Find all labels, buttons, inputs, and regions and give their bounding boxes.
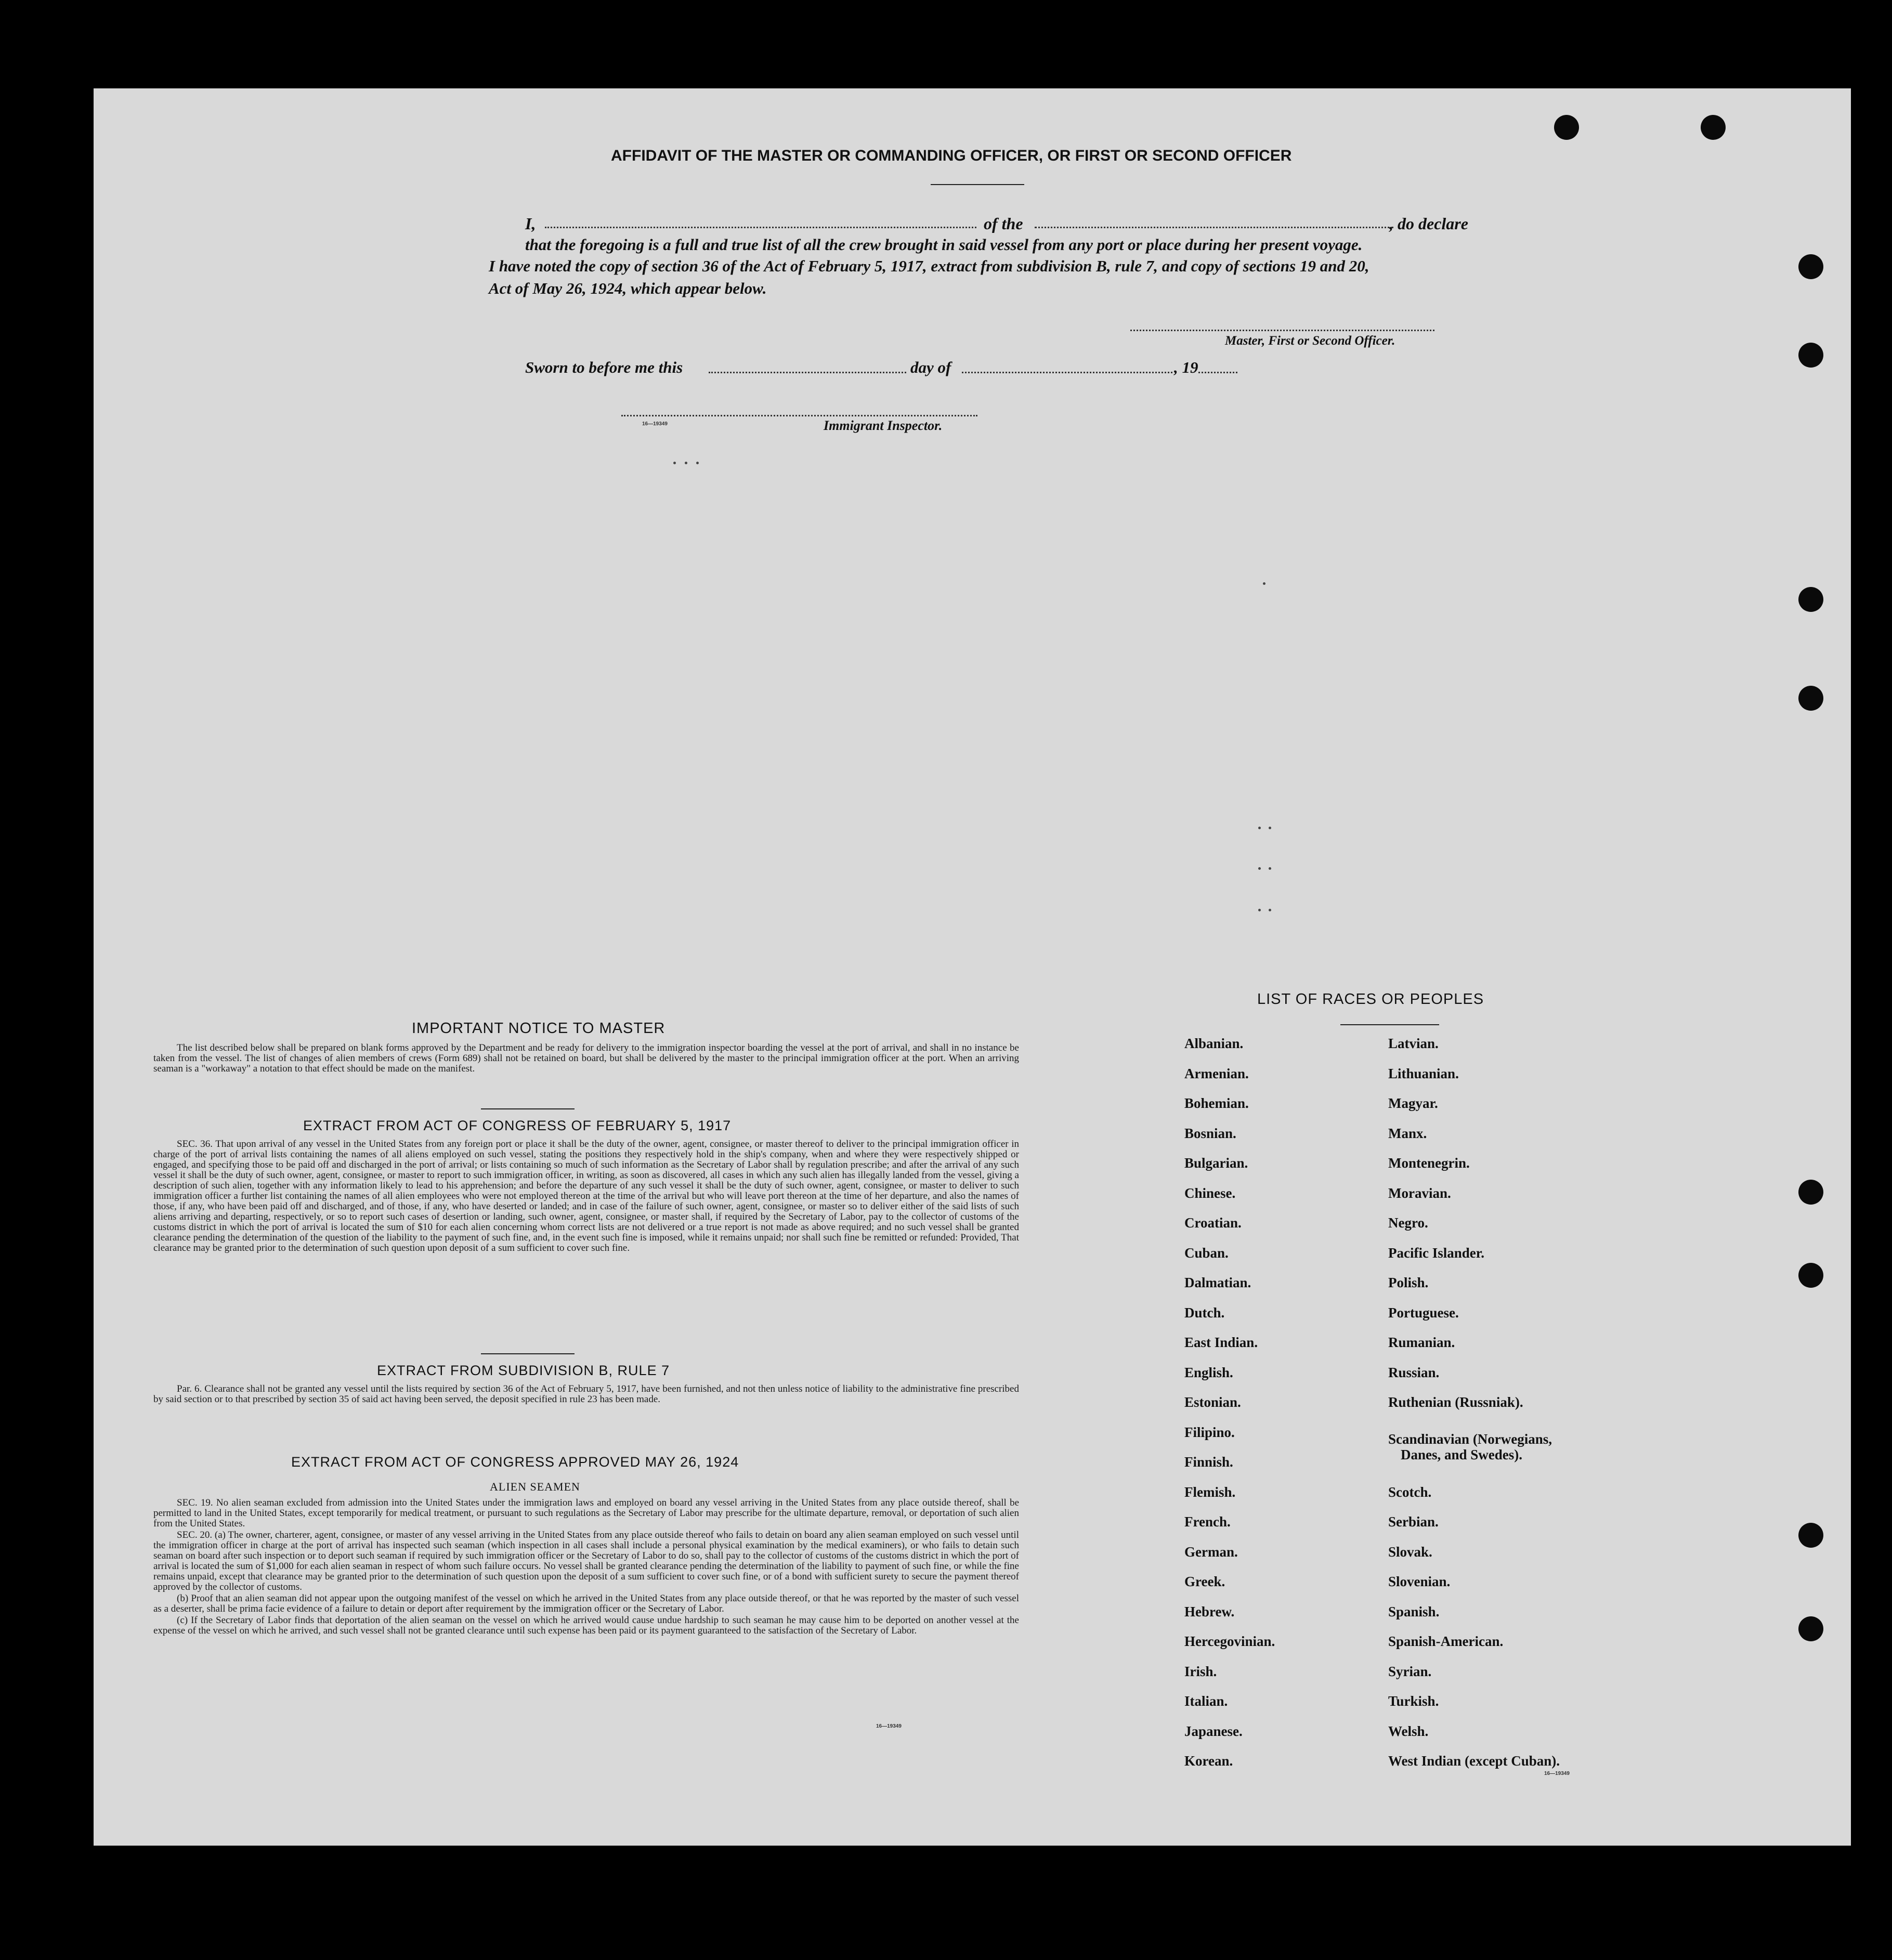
day-blank[interactable] bbox=[709, 372, 906, 373]
form-number: 16—19349 bbox=[642, 421, 668, 427]
sec-20b-paragraph: (b) Proof that an alien seaman did not appear upon the outgoing manifest of the vessel on which he arrived in the United States from any place outside thereof, or that he was reported by the master of such vessel as a deserter, shall be prima facie evidence of a failure to detain or deport after requirement by the immigration officer or the Secretary of Labor. bbox=[153, 1593, 1019, 1614]
race-item: Japanese. bbox=[1184, 1723, 1243, 1739]
race-item: Spanish-American. bbox=[1388, 1634, 1504, 1649]
month-blank[interactable] bbox=[962, 372, 1172, 373]
speck bbox=[1269, 909, 1271, 911]
race-item: Dalmatian. bbox=[1184, 1275, 1251, 1290]
alien-seamen-subtitle: ALIEN SEAMEN bbox=[490, 1480, 580, 1493]
race-item: Latvian. bbox=[1388, 1036, 1439, 1051]
notice-body bbox=[153, 1043, 1019, 1075]
notice-paragraph: The list described below shall be prepared on blank forms approved by the Department and be ready for delivery to the immigration inspector boarding the vessel at the port of arrival, and shall in no instance be taken from the vessel. The list of changes of alien members of crews (Form 689) shall not be retained on board, but shall be delivered by the master to the principal immigration officer at the port. When an arriving seaman is a "workaway" a notation to that effect should be made on the manifest. bbox=[153, 1042, 1019, 1074]
race-item: Bohemian. bbox=[1184, 1095, 1249, 1111]
affidavit-of-the: of the bbox=[984, 214, 1023, 233]
race-item: Albanian. bbox=[1184, 1036, 1244, 1051]
year-label: , 19 bbox=[1174, 358, 1198, 376]
race-item: Croatian. bbox=[1184, 1215, 1242, 1231]
race-item: Korean. bbox=[1184, 1753, 1233, 1769]
race-item: German. bbox=[1184, 1544, 1238, 1560]
race-item: Pacific Islander. bbox=[1388, 1245, 1484, 1261]
race-item: French. bbox=[1184, 1514, 1231, 1530]
race-item: Flemish. bbox=[1184, 1484, 1236, 1500]
speck bbox=[1269, 867, 1271, 870]
form-number: 16—19349 bbox=[876, 1723, 902, 1729]
race-item: Scotch. bbox=[1388, 1484, 1432, 1500]
extract-1924-title: EXTRACT FROM ACT OF CONGRESS APPROVED MAY 26, 1924 bbox=[291, 1454, 739, 1470]
race-item: Bosnian. bbox=[1184, 1125, 1236, 1141]
inspector-label: Immigrant Inspector. bbox=[824, 418, 943, 433]
divider bbox=[481, 1353, 575, 1354]
race-item: Magyar. bbox=[1388, 1095, 1438, 1111]
race-item: Rumanian. bbox=[1388, 1335, 1455, 1350]
affidavit-declare: , do declare bbox=[1389, 214, 1468, 233]
race-item: Cuban. bbox=[1184, 1245, 1229, 1261]
race-item: Syrian. bbox=[1388, 1663, 1432, 1679]
punch-hole bbox=[1554, 115, 1579, 140]
sec-19-paragraph: SEC. 19. No alien seaman excluded from admission into the United States under the immigration laws and employed on board any vessel arriving in the United States from any place outside thereof, shall be permitted to land in the United States, except temporarily for medical treatment, or pursuant to such regulations as the Secretary of Labor may prescribe for the ultimate departure, removal, or deportation of such alien from the United States. bbox=[153, 1497, 1019, 1529]
punch-hole bbox=[1798, 1523, 1823, 1548]
signature-label: Master, First or Second Officer. bbox=[1225, 334, 1395, 348]
race-item: Russian. bbox=[1388, 1364, 1440, 1380]
par-6-paragraph: Par. 6. Clearance shall not be granted any vessel until the lists required by section 36 of the Act of February 5, 1917, have been furnished, and not then unless notice of liability to the administrative fine prescribed by said section or to that prescribed by section 35 of said act having been served, the deposit specified in rule 23 has been made. bbox=[153, 1383, 1019, 1405]
speck bbox=[673, 462, 676, 464]
race-item: Greek. bbox=[1184, 1574, 1225, 1589]
race-item: Negro. bbox=[1388, 1215, 1428, 1231]
affidavit-line-2: that the foregoing is a full and true list of all the crew brought in said vessel from any port or place during her present voyage. bbox=[525, 236, 1363, 254]
race-item: Slovenian. bbox=[1388, 1574, 1451, 1589]
sworn-label: Sworn to before me this bbox=[525, 358, 683, 376]
speck bbox=[685, 462, 687, 464]
speck bbox=[1269, 827, 1271, 829]
extract-rule7-title: EXTRACT FROM SUBDIVISION B, RULE 7 bbox=[377, 1363, 670, 1378]
affidavit-title: AFFIDAVIT OF THE MASTER OR COMMANDING OFFICER, OR FIRST OR SECOND OFFICER bbox=[611, 147, 1292, 164]
punch-hole bbox=[1798, 1180, 1823, 1205]
speck bbox=[696, 462, 699, 464]
punch-hole bbox=[1701, 115, 1726, 140]
race-item: Manx. bbox=[1388, 1125, 1427, 1141]
race-item: Scandinavian (Norwegians, bbox=[1388, 1431, 1552, 1447]
punch-hole bbox=[1798, 587, 1823, 612]
sec-20a-paragraph: SEC. 20. (a) The owner, charterer, agent, consignee, or master of any vessel arriving in the United States from any place outside thereof who fails to detain on board any alien seaman employed on such vessel until the immigration officer in charge at the port of arrival has inspected such seaman (which inspection in all cases shall include a personal physical examination by the medical examiners), or who fails to detain such seaman on board after such inspection or to deport such seaman if required by such immigration officer or the Secretary of Labor to do so, shall pay to the collector of customs of the customs district in which the port of arrival is located the sum of $1,000 for each alien seaman in respect of whom such failure occurs. No vessel shall be granted clearance pending the determination of the liability to payment of such fine, or while the fine remains unpaid, except that clearance may be granted prior to the determination of such question upon the deposit of a sum sufficient to cover such fine, or of a bond with sufficient surety to secure the payment thereof approved by the collector of customs. bbox=[153, 1530, 1019, 1592]
race-item: Ruthenian (Russniak). bbox=[1388, 1394, 1523, 1410]
document-page bbox=[94, 88, 1851, 1846]
divider bbox=[481, 1108, 575, 1109]
race-item: Estonian. bbox=[1184, 1394, 1241, 1410]
race-item: Irish. bbox=[1184, 1663, 1217, 1679]
name-blank[interactable] bbox=[545, 227, 976, 228]
notice-title: IMPORTANT NOTICE TO MASTER bbox=[412, 1020, 666, 1037]
title-underline bbox=[931, 184, 1024, 185]
vessel-blank[interactable] bbox=[1035, 227, 1393, 228]
affidavit-line-3: I have noted the copy of section 36 of the Act of February 5, 1917, extract from subdivision B, rule 7, and copy of sections 19 and 20, bbox=[489, 257, 1369, 275]
race-item: Italian. bbox=[1184, 1693, 1228, 1709]
extract-rule7-body bbox=[153, 1384, 1019, 1406]
race-item-continuation: Danes, and Swedes). bbox=[1401, 1447, 1523, 1462]
race-item: Spanish. bbox=[1388, 1603, 1440, 1619]
races-title: LIST OF RACES OR PEOPLES bbox=[1257, 991, 1484, 1008]
sec-20c-paragraph: (c) If the Secretary of Labor finds that deportation of the alien seaman on the vessel on which he arrived would cause undue hardship to such seaman he may cause him to be deported on another vessel at the expense of the vessel on which he arrived, and such vessel shall not be granted clearance until such expense has been paid or its payment guaranteed to the satisfaction of the Secretary of Labor. bbox=[153, 1615, 1019, 1636]
race-item: West Indian (except Cuban). bbox=[1388, 1753, 1560, 1769]
race-item: East Indian. bbox=[1184, 1335, 1258, 1350]
race-item: Turkish. bbox=[1388, 1693, 1439, 1709]
race-item: Polish. bbox=[1388, 1275, 1429, 1290]
divider bbox=[1340, 1024, 1439, 1025]
sec-36-paragraph: SEC. 36. That upon arrival of any vessel in the United States from any foreign port or place it shall be the duty of the owner, agent, consignee, or master thereof to deliver to the principal immigration officer in charge of the port of arrival lists containing the names of all aliens employed on such vessel, stating the positions they respectively hold in the ship's company, when and where they were respectively shipped or engaged, and specifying those to be paid off and discharged in the port of arrival; or lists containing so much of such information as the Secretary of Labor shall by regulation prescribe; and after the arrival of any such vessel it shall be the duty of such owner, agent, consignee, or master to report to such immigration officer, in writing, as soon as discovered, all cases in which any such alien has illegally landed from the vessel, giving a description of such alien, together with any information likely to lead to his apprehension; and before the departure of any such vessel it shall be the duty of such owner, agent, consignee, or master to deliver to such immigration officer a further list containing the names of all alien employees who were not employed thereon at the time of the arrival but who will leave port thereon at the time of her departure, and also the names of those, if any, who have been paid off and discharged, and of those, if any, who have deserted or landed; and in case of the failure of such owner, agent, consignee, or master so to deliver either of the said lists of such aliens arriving and departing, respectively, or so to report such cases of desertion or landing, such owner, agent, consignee, or master shall, if required by the Secretary of Labor, pay to the collector of customs of the customs district in which the port of arrival is located the sum of $10 for each alien concerning whom correct lists are not delivered or a true report is not made as above required; and no such vessel shall be granted clearance pending the determination of the question of the liability to the payment of such fine, and, in the event such fine is imposed, while it remains unpaid; nor shall such fine be remitted or refunded: Provided, That clearance may be granted prior to the determination of such question upon deposit of a sum sufficient to cover such fine. bbox=[153, 1139, 1019, 1253]
punch-hole bbox=[1798, 1263, 1823, 1288]
race-item: Slovak. bbox=[1388, 1544, 1432, 1560]
extract-1917-title: EXTRACT FROM ACT OF CONGRESS OF FEBRUARY 5, 1917 bbox=[303, 1118, 732, 1133]
affidavit-line-4: Act of May 26, 1924, which appear below. bbox=[489, 279, 767, 297]
speck bbox=[1258, 909, 1261, 911]
speck bbox=[1258, 827, 1261, 829]
race-item: Dutch. bbox=[1184, 1304, 1225, 1321]
race-item: Lithuanian. bbox=[1388, 1065, 1459, 1081]
punch-hole bbox=[1798, 1616, 1823, 1641]
day-of-label: day of bbox=[910, 358, 951, 376]
signature-blank[interactable] bbox=[1130, 330, 1434, 331]
race-item: Chinese. bbox=[1184, 1185, 1236, 1201]
race-item: Welsh. bbox=[1388, 1723, 1429, 1739]
speck bbox=[1258, 867, 1261, 870]
affidavit-i: I, bbox=[525, 214, 536, 233]
race-item: English. bbox=[1184, 1364, 1233, 1380]
form-number: 16—19349 bbox=[1544, 1771, 1570, 1776]
race-item: Armenian. bbox=[1184, 1065, 1249, 1081]
speck bbox=[1263, 582, 1265, 585]
race-item: Montenegrin. bbox=[1388, 1155, 1470, 1171]
race-item: Finnish. bbox=[1184, 1454, 1233, 1470]
race-item: Portuguese. bbox=[1388, 1304, 1459, 1321]
race-item: Hebrew. bbox=[1184, 1603, 1235, 1619]
race-item: Filipino. bbox=[1184, 1424, 1235, 1440]
race-item: Hercegovinian. bbox=[1184, 1634, 1275, 1649]
race-item: Bulgarian. bbox=[1184, 1155, 1248, 1171]
punch-hole bbox=[1798, 343, 1823, 368]
year-blank[interactable] bbox=[1198, 372, 1237, 373]
punch-hole bbox=[1798, 254, 1823, 279]
extract-1924-body bbox=[153, 1498, 1019, 1637]
punch-hole bbox=[1798, 686, 1823, 711]
race-item: Serbian. bbox=[1388, 1514, 1439, 1530]
race-item: Moravian. bbox=[1388, 1185, 1451, 1201]
extract-1917-body bbox=[153, 1139, 1019, 1255]
inspector-blank[interactable] bbox=[621, 415, 977, 416]
